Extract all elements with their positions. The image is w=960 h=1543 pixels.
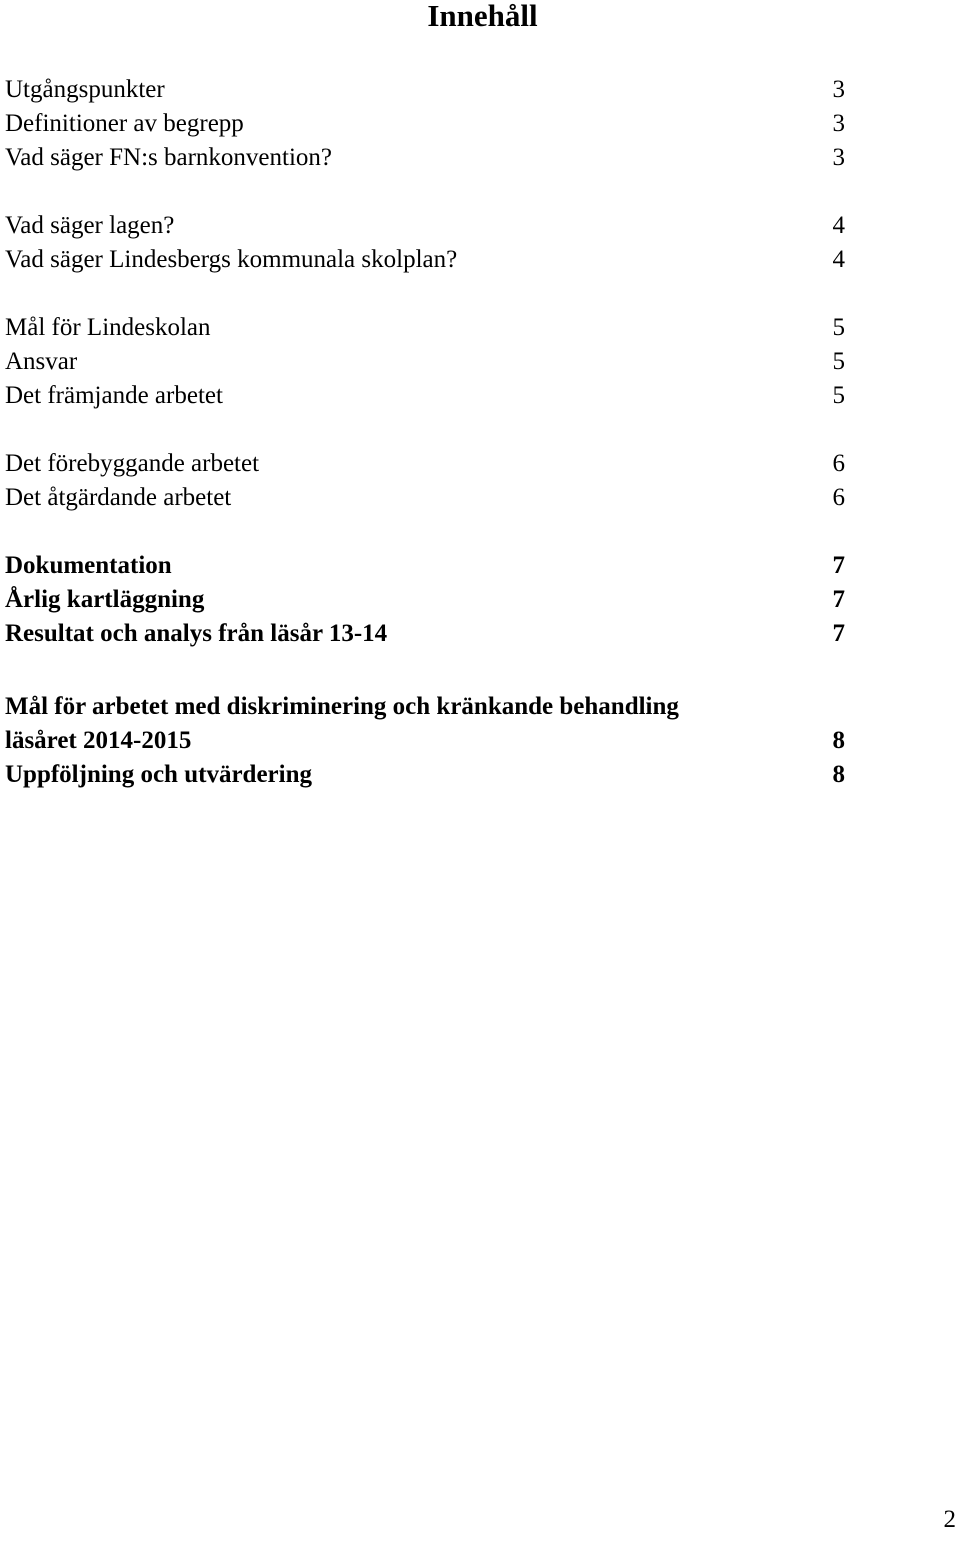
toc-entry-forebyggande[interactable] bbox=[5, 447, 845, 481]
toc-entry-mal-lindeskolan[interactable] bbox=[5, 311, 845, 345]
toc-entry-mal-arbetet[interactable] bbox=[5, 690, 845, 724]
toc-entry-ansvar[interactable] bbox=[5, 345, 845, 379]
toc-entry-page: 3 bbox=[832, 144, 845, 171]
document-title: Innehåll bbox=[427, 0, 538, 33]
toc-entry-page: 5 bbox=[832, 382, 845, 409]
toc-entry-page: 8 bbox=[832, 761, 845, 788]
toc-entry-lagen[interactable] bbox=[5, 209, 845, 243]
toc-entry-label: Vad säger FN:s barnkonvention? bbox=[5, 144, 333, 171]
toc-entry-resultat-analys[interactable] bbox=[5, 617, 845, 651]
toc-entry-page: 3 bbox=[832, 76, 845, 103]
toc-entry-label: Mål för arbetet med diskriminering och kränkande behandling bbox=[5, 693, 679, 720]
toc-entry-page: 8 bbox=[832, 727, 845, 754]
toc-entry-label: Uppföljning och utvärdering bbox=[5, 761, 312, 788]
toc-entry-label: Det främjande arbetet bbox=[5, 382, 223, 409]
toc-entry-page: 4 bbox=[832, 212, 845, 239]
toc-entry-page: 5 bbox=[832, 314, 845, 341]
toc-entry-label: Utgångspunkter bbox=[5, 76, 165, 103]
toc-entry-lasaret[interactable] bbox=[5, 724, 845, 758]
toc-entry-kartlaggning[interactable] bbox=[5, 583, 845, 617]
toc-entry-utgangspunkter[interactable] bbox=[5, 73, 845, 107]
toc-entry-label: Resultat och analys från läsår 13-14 bbox=[5, 620, 388, 647]
toc-entry-page: 3 bbox=[832, 110, 845, 137]
toc-entry-barnkonvention[interactable] bbox=[5, 141, 845, 175]
toc-entry-page: 7 bbox=[832, 620, 845, 647]
toc-entry-dokumentation[interactable] bbox=[5, 549, 845, 583]
toc-entry-definitioner[interactable] bbox=[5, 107, 845, 141]
toc-entry-label: Det förebyggande arbetet bbox=[5, 450, 260, 477]
toc-entry-label: Vad säger lagen? bbox=[5, 212, 175, 239]
toc-entry-framjande[interactable] bbox=[5, 379, 845, 413]
toc-entry-label: Ansvar bbox=[5, 348, 78, 375]
page-number: 2 bbox=[943, 1506, 956, 1533]
toc-entry-page: 6 bbox=[832, 484, 845, 511]
toc-entry-page: 4 bbox=[832, 246, 845, 273]
toc-entry-label: Vad säger Lindesbergs kommunala skolplan? bbox=[5, 246, 458, 273]
toc-entry-label: Det åtgärdande arbetet bbox=[5, 484, 232, 511]
toc-entry-label: Årlig kartläggning bbox=[5, 586, 205, 613]
toc-entry-label: Dokumentation bbox=[5, 552, 172, 579]
toc-entry-page: 7 bbox=[832, 586, 845, 613]
toc-entry-page: 5 bbox=[832, 348, 845, 375]
toc-entry-label: Definitioner av begrepp bbox=[5, 110, 244, 137]
toc-entry-atgardande[interactable] bbox=[5, 481, 845, 515]
toc-entry-uppfoljning[interactable] bbox=[5, 758, 845, 792]
toc-entry-label: Mål för Lindeskolan bbox=[5, 314, 211, 341]
toc-entry-skolplan[interactable] bbox=[5, 243, 845, 277]
toc-entry-page: 7 bbox=[832, 552, 845, 579]
toc-entry-label: läsåret 2014-2015 bbox=[5, 727, 192, 754]
toc-entry-page: 6 bbox=[832, 450, 845, 477]
